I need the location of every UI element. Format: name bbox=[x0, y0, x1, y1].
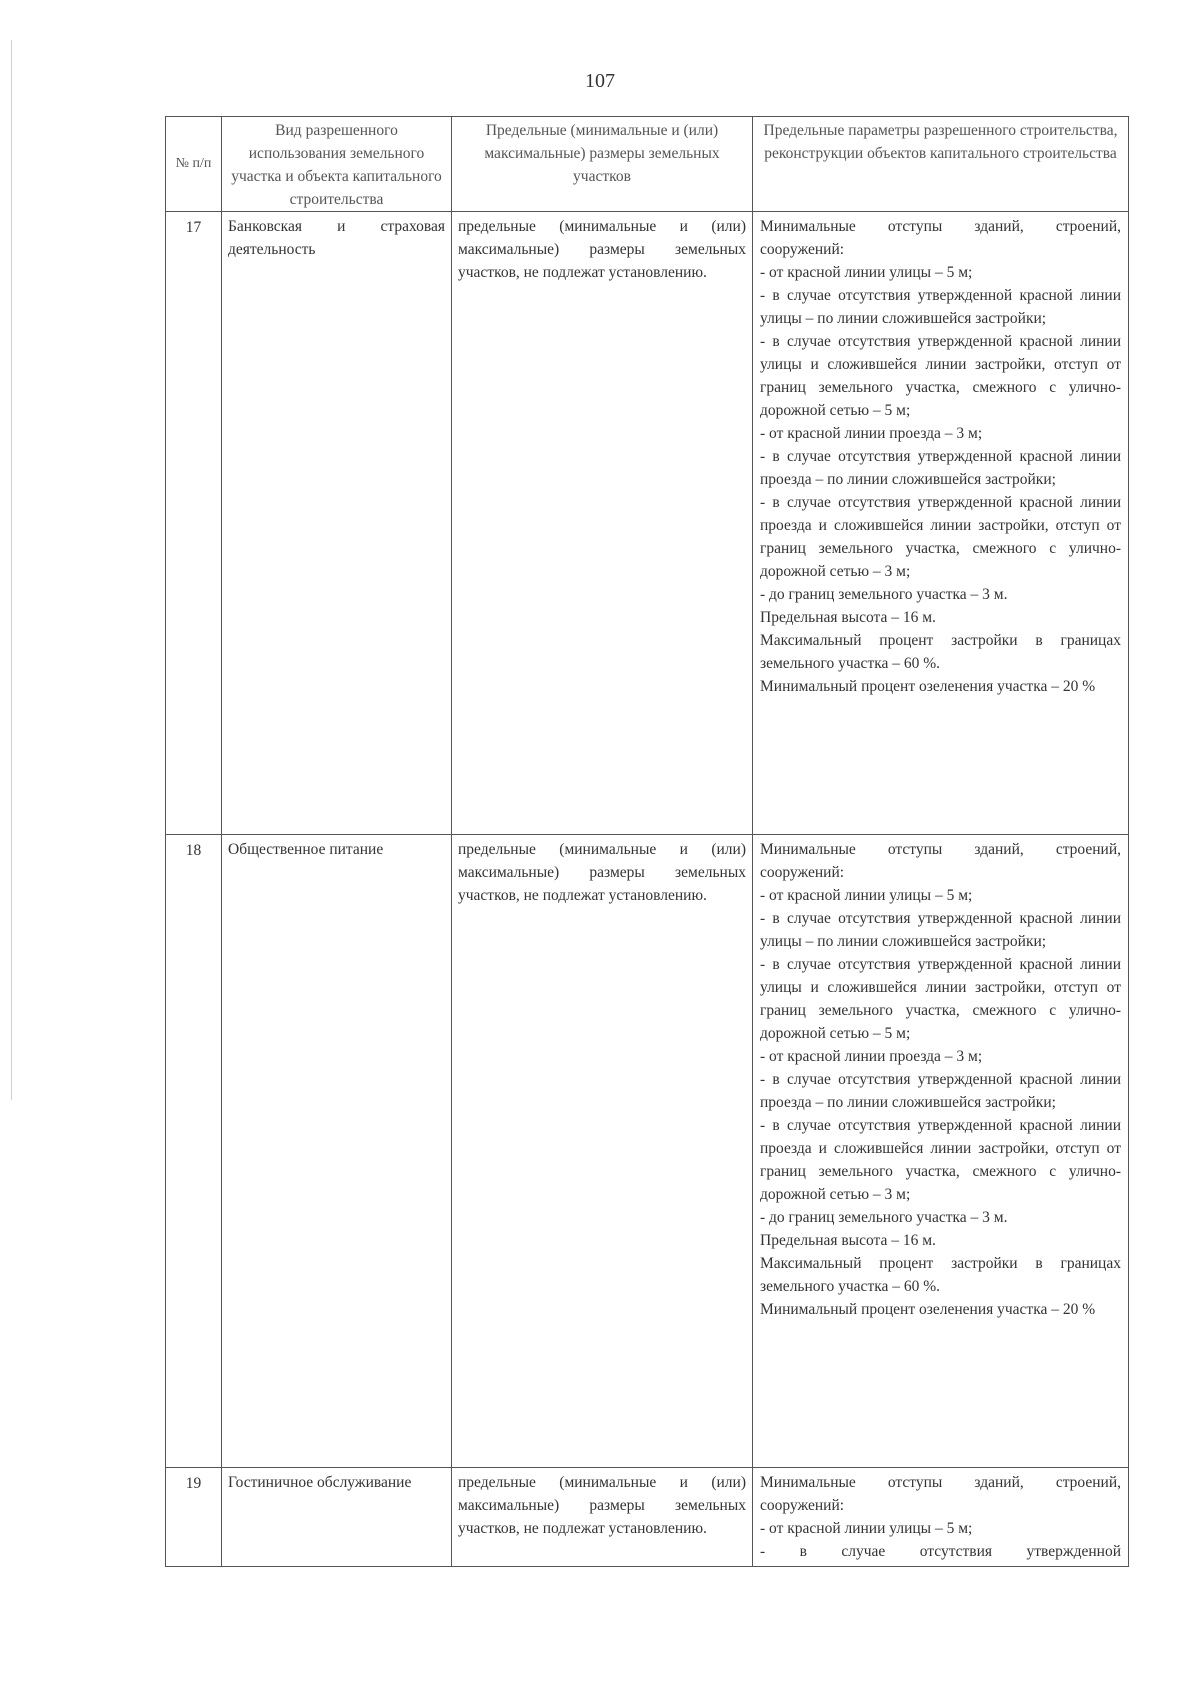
row-number: 19 bbox=[166, 1468, 222, 1567]
table-row bbox=[166, 1468, 1129, 1567]
param-line: Минимальный процент озеленения участка – 20 % bbox=[760, 678, 1096, 695]
param-line: - в случае отсутствия утвержденной красной линии проезда и сложившейся линии застройки, отступ от границ земельного участка, смежного с улично-дорожной сетью – 3 м; bbox=[760, 494, 1121, 580]
scan-margin-line bbox=[11, 40, 12, 1100]
use-type-cell: Банковская и страховая деятельность bbox=[228, 218, 445, 258]
row-number: 18 bbox=[166, 835, 222, 1468]
header-params: Предельные параметры разрешенного строительства, реконструкции объектов капитального строительства bbox=[753, 117, 1129, 212]
params-cell bbox=[753, 1468, 1129, 1567]
table-header-row bbox=[166, 117, 1129, 212]
row-number: 17 bbox=[166, 212, 222, 835]
param-line: Минимальные отступы зданий, строений, сооружений: bbox=[760, 1474, 1121, 1514]
plot-size-cell: предельные (минимальные и (или) максимальные) размеры земельных участков, не подлежат установлению. bbox=[452, 835, 753, 1468]
param-line: - в случае отсутствия утвержденной bbox=[760, 1543, 1121, 1560]
use-type-cell: Гостиничное обслуживание bbox=[228, 1474, 412, 1491]
param-line: - до границ земельного участка – 3 м. bbox=[760, 586, 1008, 603]
plot-size-cell: предельные (минимальные и (или) максимальные) размеры земельных участков, не подлежат установлению. bbox=[458, 1474, 746, 1537]
param-line: - от красной линии улицы – 5 м; bbox=[760, 887, 973, 904]
regulations-table bbox=[165, 116, 1129, 1567]
param-line: - от красной линии проезда – 3 м; bbox=[760, 1048, 983, 1065]
param-line: - в случае отсутствия утвержденной красной линии улицы – по линии сложившейся застройки; bbox=[760, 287, 1121, 327]
param-line: Минимальный процент озеленения участка – 20 % bbox=[760, 1301, 1096, 1318]
use-type-cell: Общественное питание bbox=[228, 841, 384, 858]
param-line: Предельная высота – 16 м. bbox=[760, 1232, 936, 1249]
param-line: - в случае отсутствия утвержденной красной линии улицы и сложившейся линии застройки, отступ от границ земельного участка, смежного с улично-дорожной сетью – 5 м; bbox=[760, 333, 1121, 419]
params-cell bbox=[753, 212, 1129, 835]
header-plot-size: Предельные (минимальные и (или) максимальные) размеры земельных участков bbox=[452, 117, 753, 212]
param-line: - от красной линии улицы – 5 м; bbox=[760, 264, 973, 281]
table-row bbox=[166, 835, 1129, 1468]
page-number: 107 bbox=[585, 70, 615, 92]
plot-size-cell: предельные (минимальные и (или) максимальные) размеры земельных участков, не подлежат установлению. bbox=[452, 212, 753, 835]
param-line: Минимальные отступы зданий, строений, сооружений: bbox=[760, 218, 1121, 258]
param-line: - до границ земельного участка – 3 м. bbox=[760, 1209, 1008, 1226]
param-line: - от красной линии проезда – 3 м; bbox=[760, 425, 983, 442]
param-line: - в случае отсутствия утвержденной красной линии проезда – по линии сложившейся застройки; bbox=[760, 448, 1121, 488]
params-cell bbox=[753, 835, 1129, 1468]
param-line: Предельная высота – 16 м. bbox=[760, 609, 936, 626]
param-line: - от красной линии улицы – 5 м; bbox=[760, 1520, 973, 1537]
table-row bbox=[166, 212, 1129, 835]
param-line: Минимальные отступы зданий, строений, сооружений: bbox=[760, 841, 1121, 881]
param-line: Максимальный процент застройки в границах земельного участка – 60 %. bbox=[760, 632, 1121, 672]
header-num: № п/п bbox=[166, 117, 222, 212]
header-use-type: Вид разрешенного использования земельного участка и объекта капитального строительства bbox=[222, 117, 452, 212]
param-line: Максимальный процент застройки в границах земельного участка – 60 %. bbox=[760, 1255, 1121, 1295]
param-line: - в случае отсутствия утвержденной красной линии проезда – по линии сложившейся застройки; bbox=[760, 1071, 1121, 1111]
param-line: - в случае отсутствия утвержденной красной линии проезда и сложившейся линии застройки, отступ от границ земельного участка, смежного с улично-дорожной сетью – 3 м; bbox=[760, 1117, 1121, 1203]
param-line: - в случае отсутствия утвержденной красной линии улицы и сложившейся линии застройки, отступ от границ земельного участка, смежного с улично-дорожной сетью – 5 м; bbox=[760, 956, 1121, 1042]
param-line: - в случае отсутствия утвержденной красной линии улицы – по линии сложившейся застройки; bbox=[760, 910, 1121, 950]
